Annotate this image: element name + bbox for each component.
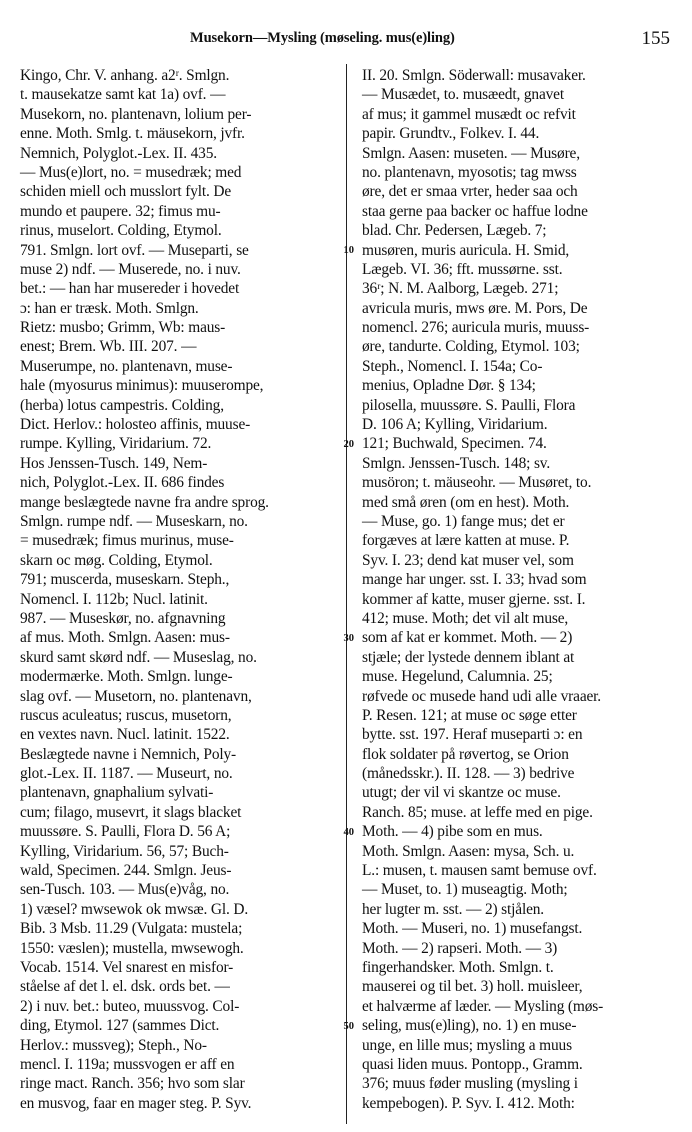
left-column-line: mange beslægtede navne fra andre sprog. [20,493,269,511]
left-column-line: (herba) lotus campestris. Colding, [20,396,224,414]
left-column [20,66,336,1113]
left-column-line: muse 2) ndf. — Muserede, no. i nuv. [20,260,241,278]
right-column-line: P. Resen. 121; at muse oc søge etter [362,706,577,724]
right-column-line: musöron; t. mäuseohr. — Musøret, to. [362,474,592,492]
left-column-line: Smlgn. rumpe ndf. — Museskarn, no. [20,512,248,530]
right-column-line: 412; muse. Moth; det vil alt muse, [362,609,569,627]
right-column-line: Syv. I. 23; dend kat muser vel, som [362,551,574,569]
left-column-line: Kingo, Chr. V. anhang. a2ʳ. Smlgn. [20,67,230,84]
right-column-line: 36ʳ; N. M. Aalborg, Lægeb. 271; [362,280,559,298]
right-column-line: — Muset, to. 1) museagtig. Moth; [362,881,568,899]
right-column-line: D. 106 A; Kylling, Viridarium. [362,416,548,434]
right-column-line: menius, Opladne Dør. § 134; [362,377,536,395]
right-column-line: L.: musen, t. mausen samt bemuse ovf. [362,862,597,880]
left-column-line: ɔ: han er træsk. Moth. Smlgn. [20,299,199,317]
line-number: 10 [343,244,354,256]
running-head: Musekorn—Mysling (møseling. mus(e)ling) [190,30,455,46]
right-column-line: — Muse, go. 1) fange mus; det er [362,512,565,530]
right-column-line: øre, tandurte. Colding, Etymol. 103; [362,338,580,356]
left-column-line: t. mausekatze samt kat 1a) ovf. — [20,86,226,104]
right-column-line: øre, det er smaa vrter, heder saa och [362,183,578,201]
right-column-line: unge, en lille mus; mysling a muus [362,1036,572,1054]
left-column-line: slag ovf. — Musetorn, no. plantenavn, [20,687,252,705]
left-column-line: mundo et paupere. 32; fimus mu- [20,202,221,220]
right-column-line: stjæle; der lystede dennem iblant at [362,648,575,666]
left-column-line: en musvog, faar en mager steg. P. Syv. [20,1094,252,1112]
left-column-line: ringe mact. Ranch. 356; hvo som slar [20,1075,245,1093]
right-column-line: — Musædet, to. musæedt, gnavet [362,86,564,104]
left-column-line: Rietz: musbo; Grimm, Wb: maus- [20,319,226,337]
left-column-line: Dict. Herlov.: holosteo affinis, muuse- [20,416,251,434]
right-column-line: kempebogen). P. Syv. I. 412. Moth: [362,1094,575,1112]
right-column-line: Moth. — 2) rapseri. Moth. — 3) [362,939,558,957]
left-column-line: 791; muscerda, museskarn. Steph., [20,571,230,589]
right-column-line: Ranch. 85; muse. at leffe med en pige. [362,803,593,821]
left-column-line: Muserumpe, no. plantenavn, muse- [20,357,233,375]
left-column-line: muussøre. S. Paulli, Flora D. 56 A; [20,823,231,841]
left-column-line: Kylling, Viridarium. 56, 57; Buch- [20,842,229,860]
right-column-line: et halværme af læder. — Mysling (møs- [362,997,604,1015]
left-column-line: plantenavn, gnaphalium sylvati- [20,784,214,802]
left-column-line: = musedræk; fimus murinus, muse- [20,532,234,550]
page-header [0,30,692,52]
left-column-line: skarn oc møg. Colding, Etymol. [20,551,213,569]
left-column-line: Nemnich, Polyglot.-Lex. II. 435. [20,144,217,162]
right-column-line: med små øren (om en hest). Moth. [362,493,570,511]
left-column-line: Herlov.: mussveg); Steph., No- [20,1036,207,1054]
column-divider [346,64,347,1124]
left-column-line: ding, Etymol. 127 (sammes Dict. [20,1017,220,1035]
left-column-line: — Mus(e)lort, no. = musedræk; med [20,163,242,181]
left-column-line: 791. Smlgn. lort ovf. — Museparti, se [20,241,249,259]
left-column-line: af mus. Moth. Smlgn. Aasen: mus- [20,629,230,647]
right-column-line: røfvede oc musede hand udi alle vraaer. [362,687,602,705]
left-column-line: enne. Moth. Smlg. t. mäusekorn, jvfr. [20,125,245,143]
left-column-line: Bib. 3 Msb. 11.29 (Vulgata: mustela; [20,920,243,938]
right-column-line: flok soldater på røvertog, se Orion [362,745,569,763]
left-column-line: mencl. I. 119a; mussvogen er aff en [20,1055,235,1073]
right-column-line: Steph., Nomencl. I. 154a; Co- [362,357,543,375]
left-column-line: en vextes navn. Nucl. latinit. 1522. [20,726,230,744]
right-column-line: II. 20. Smlgn. Söderwall: musavaker. [362,67,586,84]
right-column-line: avricula muris, mws øre. M. Pors, De [362,299,588,317]
right-column-line: som af kat er kommet. Moth. — 2) [362,629,573,647]
line-number: 20 [343,438,354,450]
left-column-line: 1) væsel? mwsewok ok mwsæ. Gl. D. [20,900,249,918]
right-column-line: papir. Grundtv., Folkev. I. 44. [362,125,540,143]
left-column-line: enest; Brem. Wb. III. 207. — [20,338,197,356]
right-column [362,66,674,1113]
right-column-line: blad. Chr. Pedersen, Lægeb. 7; [362,222,547,240]
left-column-line: nich, Polyglot.-Lex. II. 686 findes [20,474,225,492]
left-column-line: ruscus aculeatus; ruscus, musetorn, [20,706,232,724]
left-column-line: hale (myosurus minimus): muuserompe, [20,377,264,395]
right-column-line: af mus; it gammel musædt oc refvit [362,105,576,123]
right-column-line: forgæves at lære katten at muse. P. [362,532,570,550]
right-column-line: Moth. Smlgn. Aasen: mysa, Sch. u. [362,842,575,860]
left-column-line: skurd samt skørd ndf. — Museslag, no. [20,648,257,666]
left-column-line: Vocab. 1514. Vel snarest en misfor- [20,958,234,976]
right-column-line: no. plantenavn, myosotis; tag mwss [362,163,577,181]
line-number: 40 [343,826,354,838]
left-column-line: 1550: væslen); mustella, mwsewogh. [20,939,244,957]
left-column-line: bet.: — han har musereder i hovedet [20,280,240,298]
right-column-line: pilosella, muussøre. S. Paulli, Flora [362,396,576,414]
right-column-line: Moth. — 4) pibe som en mus. [362,823,543,841]
left-column-line: sen-Tusch. 103. — Mus(e)våg, no. [20,881,230,899]
right-column-line: bytte. sst. 197. Heraf museparti ɔ: en [362,726,583,744]
left-column-line: Hos Jenssen-Tusch. 149, Nem- [20,454,208,472]
left-column-line: glot.-Lex. II. 1187. — Museurt, no. [20,765,233,783]
right-column-line: her lugter m. sst. — 2) stjålen. [362,900,544,918]
right-column-line: mauserei og til bet. 3) holl. muisleer, [362,978,583,996]
right-column-line: nomencl. 276; auricula muris, muuss- [362,319,590,337]
left-column-line: schiden miell och musslort fylt. De [20,183,232,201]
right-column-line: seling, mus(e)ling), no. 1) en muse- [362,1017,577,1035]
left-column-line: rinus, muselort. Colding, Etymol. [20,222,222,240]
page-number: 155 [641,28,670,49]
right-column-line: 121; Buchwald, Specimen. 74. [362,435,547,453]
right-column-line: Lægeb. VI. 36; fft. mussørne. sst. [362,260,563,278]
right-column-line: muse. Hegelund, Calumnia. 25; [362,668,553,686]
left-column-line: 2) i nuv. bet.: buteo, muussvog. Col- [20,997,240,1015]
right-column-line: 376; muus føder musling (mysling i [362,1075,578,1093]
left-column-line: ståelse af det l. el. dsk. ords bet. — [20,978,230,996]
left-column-line: Nomencl. I. 112b; Nucl. latinit. [20,590,208,608]
left-column-line: modermærke. Moth. Smlgn. lunge- [20,668,233,686]
right-column-line: Moth. — Museri, no. 1) musefangst. [362,920,583,938]
left-column-line: Beslægtede navne i Nemnich, Poly- [20,745,237,763]
right-column-line: (månedsskr.). II. 128. — 3) bedrive [362,765,575,783]
right-column-line: fingerhandsker. Moth. Smlgn. t. [362,958,554,976]
right-column-line: quasi liden muus. Pontopp., Gramm. [362,1055,583,1073]
right-column-line: staa gerne paa backer oc haffue lodne [362,202,588,220]
line-number: 50 [343,1020,354,1032]
right-column-line: Smlgn. Aasen: museten. — Musøre, [362,144,580,162]
left-column-line: Musekorn, no. plantenavn, lolium per- [20,105,252,123]
right-column-line: musøren, muris auricula. H. Smid, [362,241,570,259]
left-column-line: 987. — Museskør, no. afgnavning [20,609,226,627]
left-column-line: wald, Specimen. 244. Smlgn. Jeus- [20,862,232,880]
left-column-line: rumpe. Kylling, Viridarium. 72. [20,435,212,453]
left-column-line: cum; filago, musevrt, it slags blacket [20,803,242,821]
line-number: 30 [343,632,354,644]
right-column-line: utugt; der vil vi skantze oc muse. [362,784,561,802]
right-column-line: kommer af katte, muser gjerne. sst. I. [362,590,586,608]
right-column-line: Smlgn. Jenssen-Tusch. 148; sv. [362,454,551,472]
right-column-line: mange har unger. sst. I. 33; hvad som [362,571,587,589]
